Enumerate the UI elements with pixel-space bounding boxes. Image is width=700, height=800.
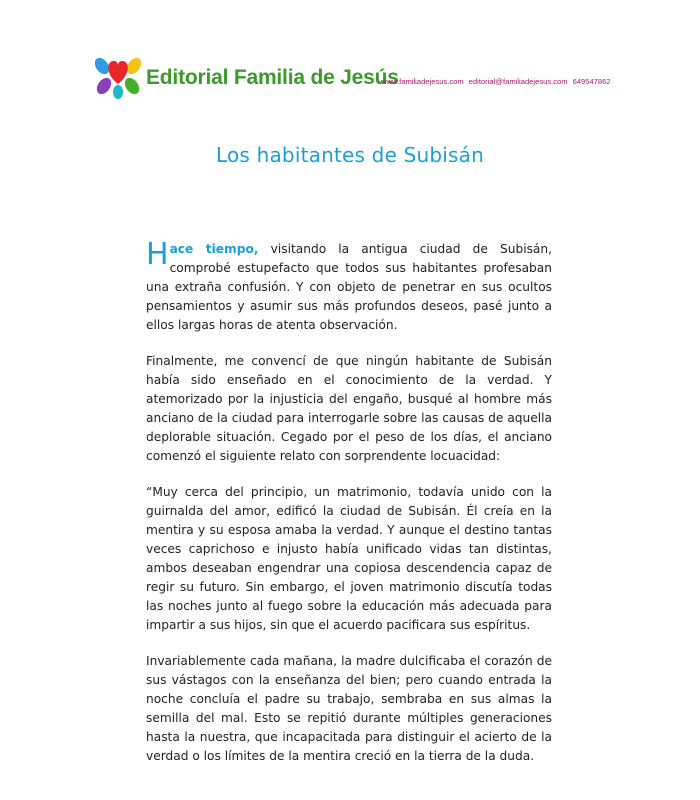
contact-info [381,77,616,86]
website-link[interactable]: www.familiadejesus.com [381,77,464,86]
paragraph-4: Invariablemente cada mañana, la madre dulcificaba el corazón de sus vástagos con la enseñanza del bien; pero cuando entrada la noche concluía el padre su trabajo, sembraba en sus almas la semilla del mal. Esto se repitió durante múltiples generaciones hasta la nuestra, que incapacitada para distinguir el acierto de la verdad o los límites de la mentira creció en la tierra de la duda. [146,654,552,763]
paragraph-3: “Muy cerca del principio, un matrimonio, todavía unido con la guirnalda del amor, edificó la ciudad de Subisán. Él creía en la mentira y su esposa amaba la verdad. Y aunque el destino tantas veces caprichoso e injusto había unificado vidas tan distintas, ambos deseaban engendrar una copiosa descendencia capaz de regir su futuro. Sin embargo, el joven matrimonio discutía todas las noches junto al fuego sobre la educación más adecuada para impartir a sus hijos, sin que el acuerdo pacificara sus espíritus. [146,485,552,632]
email-link[interactable]: editorial@familiadejesus.com [468,77,568,86]
paragraph-2: Finalmente, me convencí de que ningún habitante de Subisán había sido enseñado en el conocimiento de la verdad. Y atemorizado por la injusticia del engaño, busqué al hombre más anciano de la ciudad para interrogarle sobre las causas de aquella deplorable situación. Cegado por el peso de los días, el anciano comenzó el siguiente relato con sorprendente locuacidad: [146,354,552,463]
phone-number: 649547862 [572,77,611,86]
publisher-name: Editorial Familia de Jesús [146,66,399,89]
document-title: Los habitantes de Subisán [215,143,485,167]
family-hands-heart-logo-icon [92,48,144,100]
lead-in: ace tiempo, [169,242,259,256]
paragraph-1-text: visitando la antigua ciudad de Subisán, comprobé estupefacto que todos sus habitantes profesaban una extraña confusión. Y con objeto de penetrar en sus ocultos pensamientos y asumir sus más profundos deseos, pasé junto a ellos largas horas de atenta observación. [146,242,553,332]
document-body [146,237,553,783]
drop-cap: H [146,237,169,272]
page-header [92,48,612,100]
paragraph-1 [146,237,553,335]
